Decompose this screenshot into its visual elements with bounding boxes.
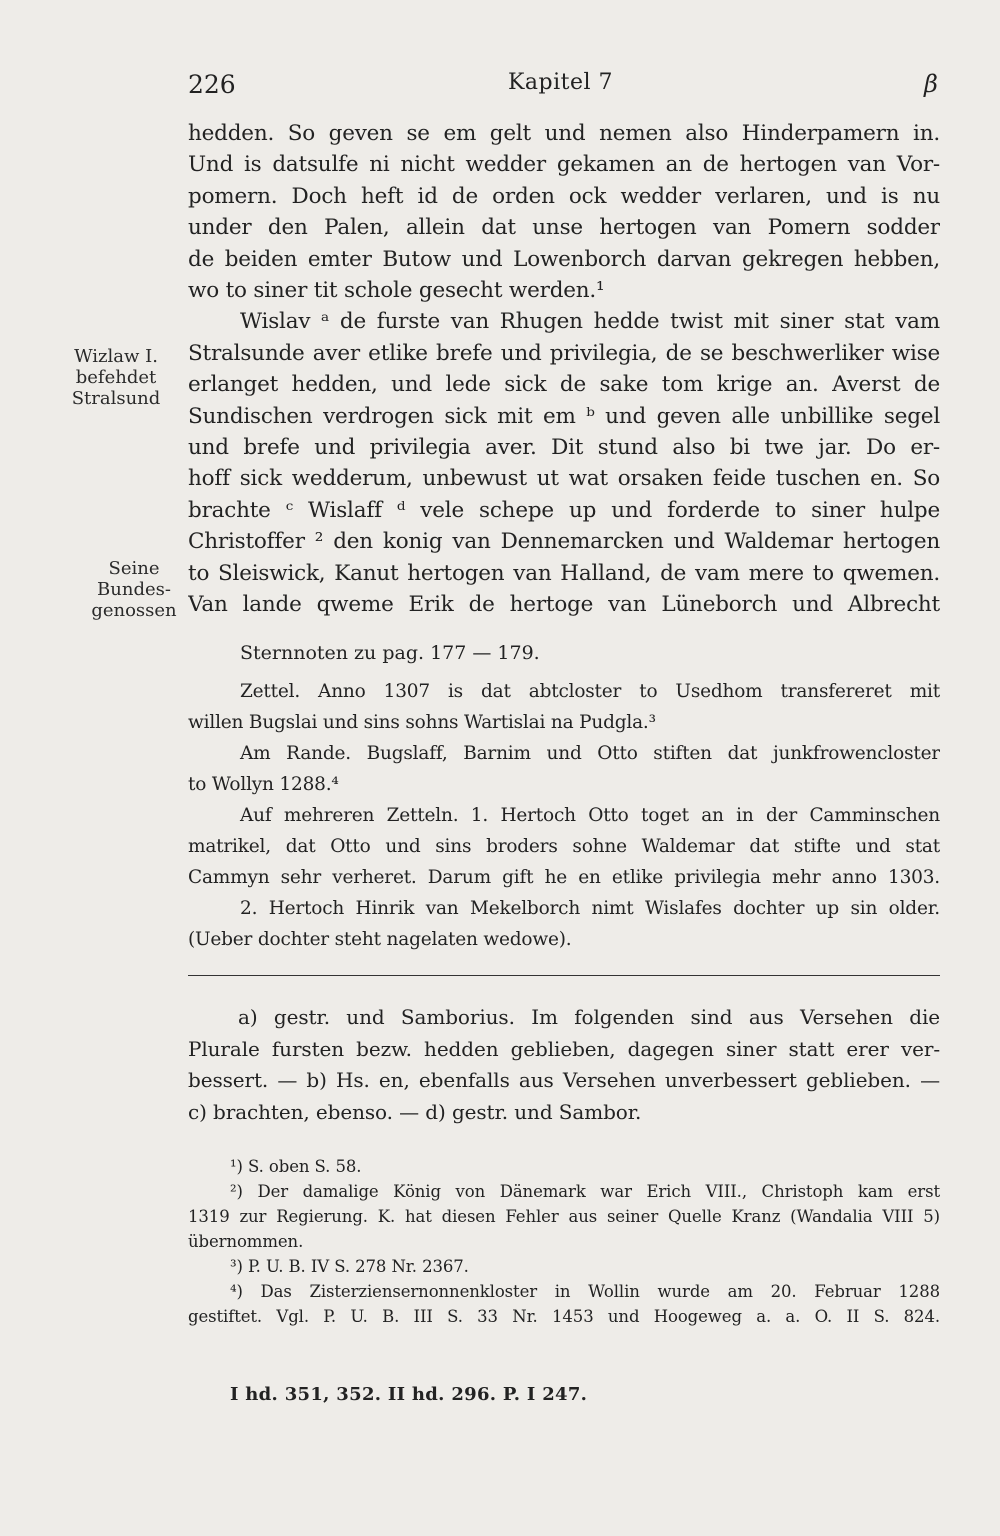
- text-line: hoff sick wedderum, unbewust ut wat orsaken feide tuschen en. So: [188, 466, 940, 492]
- page-number: 226: [188, 70, 236, 99]
- main-text: [188, 118, 940, 621]
- text-line: Stralsunde aver etlike brefe und privilegia, de se beschwerliker wise: [188, 340, 940, 366]
- text-line: erlanget hedden, und lede sick de sake tom krige an. Averst de: [188, 372, 940, 398]
- footnotes: [188, 1154, 940, 1329]
- note-line: willen Bugslai und sins sohns Wartislai na Pudgla.³: [188, 712, 656, 733]
- text-line: Sundischen verdrogen sick mit em ᵇ und geven alle unbillike segel: [188, 403, 940, 429]
- text-line: wo to siner tit schole gesecht werden.¹: [188, 278, 605, 304]
- apparatus-line: a) gestr. und Samborius. Im folgenden sind aus Versehen die: [238, 1005, 940, 1029]
- margin-note-line: Bundes-: [97, 579, 171, 600]
- notes-block: [188, 676, 940, 955]
- bottom-reference: I hd. 351, 352. II hd. 296. P. I 247.: [230, 1384, 588, 1405]
- sternnoten-heading: Sternnoten zu pag. 177 — 179.: [240, 642, 540, 664]
- text-line: to Sleiswick, Kanut hertogen van Halland, de vam mere to qwemen.: [188, 560, 940, 586]
- note-line: to Wollyn 1288.⁴: [188, 774, 339, 795]
- footnote-line: ⁴) Das Zisterziensernonnenkloster in Wollin wurde am 20. Februar 1288: [230, 1282, 940, 1301]
- text-line: hedden. So geven se em gelt und nemen also Hinderpamern in.: [188, 121, 940, 146]
- apparatus-notes: [188, 1002, 940, 1128]
- note-line: 2. Hertoch Hinrik van Mekelborch nimt Wislafes dochter up sin older.: [240, 898, 940, 919]
- text-line: brachte ᶜ Wislaff ᵈ vele schepe up und forderde to siner hulpe: [188, 497, 940, 523]
- note-line: matrikel, dat Otto und sins broders sohne Waldemar dat stifte und stat: [188, 836, 940, 857]
- apparatus-line: Plurale fursten bezw. hedden geblieben, dagegen siner statt erer ver-: [188, 1036, 940, 1061]
- separator-rule: [188, 975, 940, 976]
- text-line: Van lande qweme Erik de hertoge van Lüneborch und Albrecht: [188, 592, 940, 618]
- text-line: under den Palen, allein dat unse hertogen van Pomern sodder: [188, 215, 940, 241]
- note-line: Auf mehreren Zetteln. 1. Hertoch Otto toget an in der Camminschen: [240, 805, 940, 826]
- note-line: Am Rande. Bugslaff, Barnim und Otto stiften dat junkfrowencloster: [240, 743, 940, 764]
- apparatus-line: c) brachten, ebenso. — d) gestr. und Sambor.: [188, 1099, 642, 1124]
- text-line: Und is datsulfe ni nicht wedder gekamen an de hertogen van Vor-: [188, 152, 940, 178]
- margin-note-bundesgenossen: [74, 558, 194, 621]
- text-line: pomern. Doch heft id de orden ock wedder verlaren, und is nu: [188, 183, 940, 209]
- note-line: Cammyn sehr verheret. Darum gift he en etlike privilegia mehr anno 1303.: [188, 867, 940, 888]
- footnote-line: ²) Der damalige König von Dänemark war Erich VIII., Christoph kam erst: [230, 1182, 940, 1201]
- note-line: (Ueber dochter steht nagelaten wedowe).: [188, 929, 572, 950]
- margin-note-line: Stralsund: [71, 388, 161, 409]
- footnote-line: 1319 zur Regierung. K. hat diesen Fehler aus seiner Quelle Kranz (Wandalia VIII 5): [188, 1207, 940, 1226]
- text-line: Wislav ᵃ de furste van Rhugen hedde twist mit siner stat vam: [240, 309, 940, 335]
- apparatus-line: bessert. — b) Hs. en, ebenfalls aus Versehen unverbessert geblieben. —: [188, 1068, 940, 1092]
- text-line: Christoffer ² den konig van Dennemarcken und Waldemar hertogen: [188, 529, 940, 555]
- footnote-line: übernommen.: [188, 1232, 304, 1251]
- running-title: Kapitel 7: [508, 70, 614, 95]
- footnote-line: ³) P. U. B. IV S. 278 Nr. 2367.: [230, 1257, 469, 1276]
- margin-note-wizlaw: [56, 346, 176, 409]
- note-line: Zettel. Anno 1307 is dat abtcloster to Usedhom transfereret mit: [240, 681, 940, 702]
- margin-note-line: Wizlaw I.: [74, 346, 158, 367]
- margin-note-line: befehdet: [75, 367, 157, 388]
- margin-note-line: genossen: [91, 600, 177, 621]
- corner-mark: β: [924, 70, 938, 98]
- footnote-line: gestiftet. Vgl. P. U. B. III S. 33 Nr. 1453 und Hoogeweg a. a. O. II S. 824.: [188, 1307, 940, 1326]
- margin-note-line: Seine: [108, 558, 160, 579]
- text-line: de beiden emter Butow und Lowenborch darvan gekregen hebben,: [188, 246, 940, 272]
- footnote-line: ¹) S. oben S. 58.: [230, 1157, 362, 1176]
- text-line: und brefe und privilegia aver. Dit stund also bi twe jar. Do er-: [188, 435, 940, 461]
